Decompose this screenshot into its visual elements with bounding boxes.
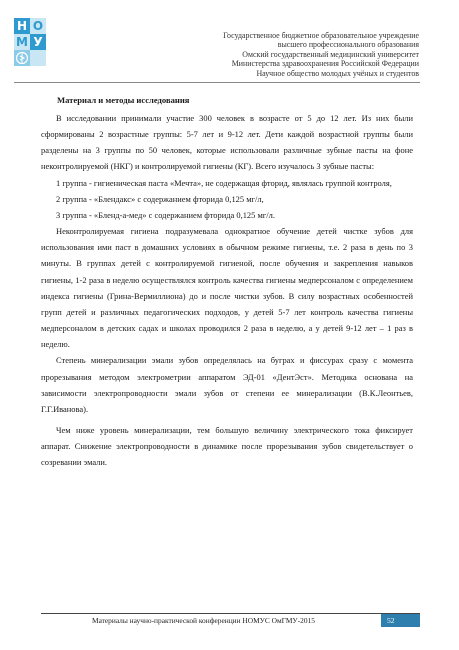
paragraph: 2 группа - «Блендакс» с содержанием фторида 0,125 мг/л, — [56, 193, 264, 204]
header-line: Омский государственный медицинский университет — [242, 49, 419, 59]
paragraph: Степень минерализации эмали зубов определялась на буграх и фиссурах сразу с момента прорезывания методом электрометрии аппаратом ЭД-01 «ДентЭст». Методика основана на зависимости электропроводности эмали зубов от степени ее минерализации (В.К.Леонтьев, Г.Г.Иванова). — [41, 355, 413, 414]
article-body — [41, 94, 413, 470]
footer-conference-title: Материалы научно-практической конференции НОМУС ОмГМУ-2015 — [92, 616, 315, 625]
page-number-badge: 52 — [381, 614, 420, 627]
paragraph: Неконтролируемая гигиена подразумевала однократное обучение детей чистке зубов для использования ими паст в домашних условиях в обычном режиме гигиены, т.е. 2 раза в день по 3 минуты. В группах детей с контролируемой гигиеной, после обучения и закрепления навыков гигиены, 1-2 раза в неделю осуществлялся контроль качества гигиены медперсоналом с определением индекса гигиены (Грина-Вермиллиона) до и после чистки зубов. В силу возрастных особенностей групп детей и различных педагогических подходов, у детей 5-7 лет контроль качества гигиены медперсоналом в детских садах и школах проводился 2 раза в неделю, а у детей 9-12 лет – 1 раз в неделю. — [41, 226, 413, 350]
logo-blank-cell — [30, 50, 46, 66]
header-line: Научное общество молодых учёных и студентов — [256, 68, 419, 78]
institution-header — [99, 31, 419, 78]
nomus-logo — [14, 18, 46, 66]
footer-divider — [41, 613, 420, 614]
section-title: Материал и методы исследования — [57, 95, 190, 105]
paragraph: В исследовании принимали участие 300 человек в возрасте от 5 до 12 лет. Из них были сформированы 2 возрастные группы: 5-7 лет и 9-12 лет. Дети каждой возрастной группы были разделены на 3 группы по 50 человек, которые использовали различные зубные пасты на фоне неконтролируемой (НКГ) и контролируемой гигиены (КГ). Всего изучалось 3 зубные пасты: — [41, 113, 413, 172]
medical-emblem-icon — [14, 50, 30, 66]
logo-letter-n: Н — [14, 18, 30, 34]
paragraph: 1 группа - гигиеническая паста «Мечта», не содержащая фторид, являлась группой контроля, — [56, 177, 392, 188]
paragraph: 3 группа - «Бленд-а-мед» с содержанием фторида 0,125 мг/л. — [56, 209, 275, 220]
logo-letter-o: О — [30, 18, 46, 34]
header-line: высшего профессионального образования — [277, 40, 419, 50]
logo-letter-u: У — [30, 34, 46, 50]
header-divider — [14, 82, 420, 83]
header-line: Министерства здравоохранения Российской Федерации — [231, 59, 419, 69]
header-line: Государственное бюджетное образовательное учреждение — [223, 31, 419, 40]
paragraph: Чем ниже уровень минерализации, тем большую величину электрического тока фиксирует аппарат. Снижение электропроводности в динамике после прорезывания зубов свидетельствует о созревании эмали. — [41, 424, 413, 468]
logo-letter-m: М — [14, 34, 30, 50]
